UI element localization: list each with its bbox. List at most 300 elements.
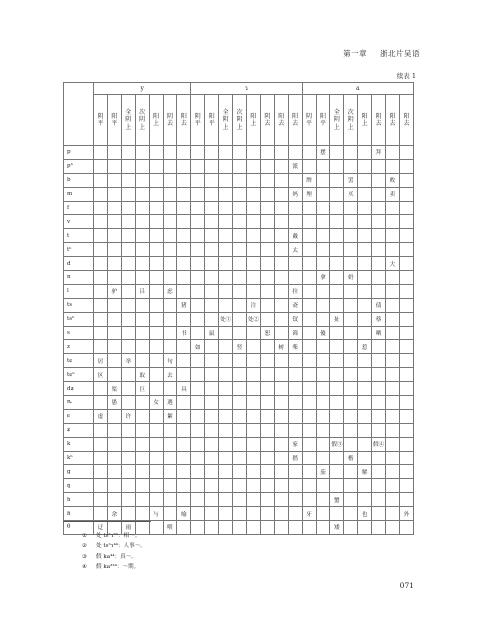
syllable-cell bbox=[219, 201, 233, 215]
syllable-cell bbox=[233, 243, 247, 257]
syllable-cell bbox=[219, 229, 233, 243]
syllable-cell bbox=[316, 368, 330, 382]
syllable-cell bbox=[302, 396, 316, 410]
syllable-cell bbox=[191, 229, 205, 243]
table-row bbox=[64, 284, 414, 298]
syllable-cell bbox=[135, 312, 149, 326]
tone-header: 阴 平 bbox=[302, 95, 316, 146]
syllable-cell bbox=[372, 423, 386, 437]
syllable-cell bbox=[274, 423, 288, 437]
syllable-cell: 举 bbox=[121, 354, 135, 368]
syllable-cell bbox=[149, 257, 163, 271]
syllable-cell bbox=[107, 479, 121, 493]
syllable-cell bbox=[330, 201, 344, 215]
syllable-cell bbox=[358, 243, 372, 257]
syllable-cell: 与 bbox=[149, 507, 163, 521]
syllable-cell bbox=[372, 493, 386, 507]
syllable-cell bbox=[330, 340, 344, 354]
syllable-cell bbox=[177, 229, 191, 243]
syllable-cell bbox=[233, 354, 247, 368]
chapter-title: 浙北片吴语 bbox=[380, 49, 420, 58]
syllable-cell: 愚 bbox=[107, 396, 121, 410]
syllable-cell bbox=[191, 243, 205, 257]
syllable-cell bbox=[163, 271, 177, 285]
syllable-cell bbox=[302, 437, 316, 451]
syllable-cell bbox=[372, 340, 386, 354]
syllable-cell bbox=[149, 215, 163, 229]
syllable-cell bbox=[316, 493, 330, 507]
syllable-cell bbox=[260, 465, 274, 479]
syllable-cell bbox=[191, 493, 205, 507]
syllable-cell bbox=[316, 507, 330, 521]
syllable-cell bbox=[219, 215, 233, 229]
syllable-cell bbox=[274, 326, 288, 340]
syllable-cell: 败 bbox=[386, 173, 400, 187]
syllable-cell bbox=[288, 521, 302, 535]
syllable-cell bbox=[233, 215, 247, 229]
syllable-cell bbox=[135, 340, 149, 354]
syllable-cell bbox=[205, 521, 219, 535]
syllable-cell bbox=[302, 243, 316, 257]
initial-cell: ŋ bbox=[64, 479, 94, 493]
syllable-cell bbox=[316, 479, 330, 493]
syllable-cell bbox=[163, 159, 177, 173]
syllable-cell bbox=[94, 257, 108, 271]
syllable-cell: 拿 bbox=[316, 271, 330, 285]
syllable-cell bbox=[288, 396, 302, 410]
syllable-cell bbox=[386, 354, 400, 368]
syllable-cell bbox=[316, 340, 330, 354]
syllable-cell bbox=[94, 507, 108, 521]
syllable-cell bbox=[246, 173, 260, 187]
syllable-cell bbox=[219, 271, 233, 285]
syllable-cell bbox=[260, 187, 274, 201]
syllable-cell bbox=[274, 201, 288, 215]
syllable-cell bbox=[191, 201, 205, 215]
final-group-header: a bbox=[302, 83, 413, 95]
syllable-cell: 巨 bbox=[135, 382, 149, 396]
syllable-cell bbox=[191, 423, 205, 437]
syllable-cell bbox=[163, 479, 177, 493]
syllable-cell bbox=[121, 187, 135, 201]
syllable-cell bbox=[372, 215, 386, 229]
tone-header: 阳 上 bbox=[358, 95, 372, 146]
syllable-cell bbox=[233, 187, 247, 201]
syllable-cell bbox=[344, 493, 358, 507]
syllable-cell: 遇 bbox=[163, 396, 177, 410]
syllable-cell: 扯 bbox=[330, 312, 344, 326]
syllable-cell bbox=[386, 465, 400, 479]
syllable-cell bbox=[135, 396, 149, 410]
syllable-cell bbox=[399, 173, 413, 187]
syllable-cell bbox=[344, 146, 358, 160]
syllable-cell bbox=[94, 326, 108, 340]
syllable-cell bbox=[260, 451, 274, 465]
table-row bbox=[64, 396, 414, 410]
syllable-cell bbox=[302, 159, 316, 173]
footnote-text: 处 tsʰɿ⁵³：相～。 bbox=[96, 533, 141, 539]
syllable-table bbox=[63, 82, 414, 535]
syllable-cell bbox=[149, 340, 163, 354]
syllable-cell bbox=[386, 340, 400, 354]
syllable-cell bbox=[302, 382, 316, 396]
syllable-cell bbox=[121, 340, 135, 354]
syllable-cell bbox=[205, 271, 219, 285]
syllable-cell bbox=[246, 257, 260, 271]
syllable-cell bbox=[274, 521, 288, 535]
syllable-cell bbox=[330, 382, 344, 396]
syllable-cell bbox=[358, 382, 372, 396]
syllable-cell bbox=[399, 159, 413, 173]
syllable-cell bbox=[246, 146, 260, 160]
syllable-cell bbox=[399, 229, 413, 243]
syllable-cell bbox=[274, 271, 288, 285]
syllable-cell bbox=[94, 298, 108, 312]
syllable-cell bbox=[177, 423, 191, 437]
syllable-cell bbox=[177, 493, 191, 507]
syllable-cell bbox=[372, 243, 386, 257]
syllable-cell bbox=[191, 173, 205, 187]
syllable-cell bbox=[386, 243, 400, 257]
syllable-cell: 摆 bbox=[316, 146, 330, 160]
syllable-cell bbox=[260, 340, 274, 354]
syllable-cell bbox=[177, 243, 191, 257]
syllable-cell bbox=[191, 284, 205, 298]
syllable-cell bbox=[372, 507, 386, 521]
syllable-cell bbox=[233, 284, 247, 298]
syllable-cell bbox=[399, 271, 413, 285]
syllable-cell bbox=[316, 409, 330, 423]
syllable-cell bbox=[386, 271, 400, 285]
syllable-cell bbox=[219, 465, 233, 479]
syllable-cell bbox=[219, 173, 233, 187]
syllable-cell bbox=[94, 159, 108, 173]
syllable-cell bbox=[219, 340, 233, 354]
syllable-cell bbox=[386, 423, 400, 437]
syllable-cell bbox=[94, 173, 108, 187]
tone-header: 次 阴 上 bbox=[233, 95, 247, 146]
syllable-cell bbox=[94, 215, 108, 229]
syllable-cell bbox=[260, 396, 274, 410]
syllable-cell: 家 bbox=[288, 437, 302, 451]
syllable-cell bbox=[344, 437, 358, 451]
syllable-cell bbox=[246, 368, 260, 382]
syllable-cell: 柴 bbox=[288, 340, 302, 354]
syllable-cell bbox=[330, 368, 344, 382]
syllable-cell bbox=[205, 312, 219, 326]
syllable-cell bbox=[177, 173, 191, 187]
syllable-cell bbox=[121, 146, 135, 160]
syllable-cell bbox=[260, 382, 274, 396]
syllable-cell: 罢 bbox=[344, 173, 358, 187]
syllable-cell bbox=[246, 229, 260, 243]
tone-header: 全 阴 上 bbox=[330, 95, 344, 146]
syllable-cell bbox=[246, 340, 260, 354]
syllable-cell bbox=[121, 493, 135, 507]
syllable-cell: 注 bbox=[246, 298, 260, 312]
syllable-cell bbox=[399, 243, 413, 257]
syllable-cell bbox=[233, 159, 247, 173]
syllable-cell bbox=[399, 368, 413, 382]
syllable-cell bbox=[205, 146, 219, 160]
syllable-cell bbox=[121, 257, 135, 271]
syllable-cell bbox=[344, 521, 358, 535]
syllable-cell bbox=[358, 201, 372, 215]
syllable-cell bbox=[344, 396, 358, 410]
syllable-cell bbox=[107, 493, 121, 507]
syllable-cell bbox=[233, 396, 247, 410]
running-header bbox=[343, 48, 420, 59]
syllable-cell bbox=[316, 187, 330, 201]
syllable-cell bbox=[274, 437, 288, 451]
initial-cell: z bbox=[64, 340, 94, 354]
syllable-cell bbox=[344, 257, 358, 271]
syllable-cell bbox=[233, 437, 247, 451]
syllable-cell bbox=[399, 326, 413, 340]
syllable-cell bbox=[358, 271, 372, 285]
syllable-cell bbox=[316, 215, 330, 229]
syllable-cell bbox=[149, 298, 163, 312]
syllable-cell bbox=[135, 437, 149, 451]
table-row bbox=[64, 173, 414, 187]
syllable-cell bbox=[372, 271, 386, 285]
initial-cell: pʰ bbox=[64, 159, 94, 173]
syllable-cell: 斋 bbox=[288, 298, 302, 312]
syllable-cell bbox=[344, 312, 358, 326]
syllable-cell bbox=[288, 382, 302, 396]
syllable-cell bbox=[399, 493, 413, 507]
syllable-cell bbox=[288, 409, 302, 423]
syllable-cell: 晒 bbox=[372, 326, 386, 340]
syllable-cell bbox=[219, 284, 233, 298]
syllable-cell bbox=[149, 187, 163, 201]
syllable-cell bbox=[246, 451, 260, 465]
syllable-cell bbox=[288, 257, 302, 271]
syllable-cell bbox=[191, 521, 205, 535]
footnote-rule bbox=[63, 521, 151, 522]
syllable-cell bbox=[233, 521, 247, 535]
syllable-cell bbox=[149, 159, 163, 173]
initial-cell: tɕʰ bbox=[64, 368, 94, 382]
syllable-cell: 区 bbox=[94, 368, 108, 382]
syllable-cell bbox=[302, 340, 316, 354]
syllable-cell bbox=[386, 493, 400, 507]
syllable-cell bbox=[205, 243, 219, 257]
syllable-cell bbox=[386, 368, 400, 382]
syllable-cell bbox=[177, 284, 191, 298]
syllable-cell bbox=[149, 465, 163, 479]
syllable-cell bbox=[372, 284, 386, 298]
syllable-cell bbox=[94, 201, 108, 215]
syllable-cell bbox=[177, 409, 191, 423]
syllable-cell bbox=[274, 187, 288, 201]
syllable-cell: 惹 bbox=[358, 340, 372, 354]
syllable-cell bbox=[274, 382, 288, 396]
syllable-cell bbox=[135, 507, 149, 521]
syllable-cell bbox=[205, 298, 219, 312]
syllable-cell bbox=[107, 451, 121, 465]
syllable-cell bbox=[107, 368, 121, 382]
syllable-cell: 处② bbox=[246, 312, 260, 326]
syllable-cell bbox=[386, 521, 400, 535]
chapter-label: 第一章 bbox=[343, 49, 368, 58]
tone-header: 次 阴 上 bbox=[135, 95, 149, 146]
syllable-cell bbox=[302, 451, 316, 465]
syllable-cell bbox=[246, 271, 260, 285]
syllable-cell bbox=[163, 340, 177, 354]
syllable-cell: 牙 bbox=[302, 507, 316, 521]
syllable-cell bbox=[288, 173, 302, 187]
syllable-cell bbox=[163, 382, 177, 396]
syllable-cell bbox=[135, 271, 149, 285]
syllable-cell: 楷 bbox=[344, 451, 358, 465]
syllable-cell bbox=[344, 423, 358, 437]
syllable-cell bbox=[399, 437, 413, 451]
syllable-cell bbox=[260, 312, 274, 326]
syllable-cell bbox=[302, 201, 316, 215]
footnote-number: ② bbox=[82, 543, 88, 550]
syllable-cell bbox=[246, 465, 260, 479]
syllable-cell bbox=[316, 423, 330, 437]
tone-header-row bbox=[64, 95, 414, 146]
syllable-cell bbox=[274, 257, 288, 271]
syllable-cell bbox=[386, 312, 400, 326]
syllable-cell bbox=[219, 354, 233, 368]
syllable-cell bbox=[344, 243, 358, 257]
syllable-cell bbox=[274, 229, 288, 243]
syllable-cell bbox=[274, 451, 288, 465]
syllable-cell bbox=[149, 201, 163, 215]
syllable-cell bbox=[233, 326, 247, 340]
tone-header: 阳 平 bbox=[205, 95, 219, 146]
tone-header: 阳 去 bbox=[399, 95, 413, 146]
syllable-cell bbox=[94, 465, 108, 479]
syllable-cell bbox=[121, 243, 135, 257]
syllable-cell bbox=[107, 146, 121, 160]
syllable-cell bbox=[233, 312, 247, 326]
syllable-cell: 居 bbox=[94, 354, 108, 368]
syllable-cell: 外 bbox=[399, 507, 413, 521]
syllable-cell: 拉 bbox=[288, 284, 302, 298]
tone-header: 阴 去 bbox=[372, 95, 386, 146]
table-row bbox=[64, 479, 414, 493]
final-group-header: ɿ bbox=[191, 83, 302, 95]
syllable-cell bbox=[163, 243, 177, 257]
table-row bbox=[64, 340, 414, 354]
syllable-cell bbox=[330, 465, 344, 479]
syllable-cell bbox=[399, 409, 413, 423]
syllable-cell bbox=[288, 146, 302, 160]
syllable-cell bbox=[233, 271, 247, 285]
syllable-cell: 债 bbox=[372, 298, 386, 312]
syllable-cell bbox=[274, 243, 288, 257]
tone-header: 阳 去 bbox=[177, 95, 191, 146]
syllable-cell bbox=[94, 146, 108, 160]
syllable-cell bbox=[149, 312, 163, 326]
syllable-cell bbox=[246, 284, 260, 298]
syllable-cell bbox=[163, 298, 177, 312]
syllable-cell bbox=[205, 437, 219, 451]
syllable-cell bbox=[191, 146, 205, 160]
syllable-cell: 奶 bbox=[344, 271, 358, 285]
syllable-cell bbox=[121, 326, 135, 340]
tone-header: 全 阴 上 bbox=[219, 95, 233, 146]
tone-header: 次 阴 上 bbox=[344, 95, 358, 146]
syllable-cell bbox=[191, 159, 205, 173]
syllable-cell bbox=[121, 423, 135, 437]
syllable-cell bbox=[107, 326, 121, 340]
syllable-cell bbox=[399, 340, 413, 354]
syllable-cell bbox=[386, 409, 400, 423]
tone-header: 阳 平 bbox=[107, 95, 121, 146]
syllable-cell bbox=[344, 382, 358, 396]
syllable-cell bbox=[330, 173, 344, 187]
syllable-cell bbox=[399, 451, 413, 465]
syllable-cell bbox=[205, 479, 219, 493]
syllable-cell bbox=[316, 173, 330, 187]
initial-cell: k bbox=[64, 437, 94, 451]
syllable-cell bbox=[274, 284, 288, 298]
syllable-cell: 妈 bbox=[288, 187, 302, 201]
syllable-cell bbox=[358, 354, 372, 368]
syllable-cell bbox=[399, 201, 413, 215]
syllable-cell bbox=[399, 479, 413, 493]
syllable-cell: 雨 bbox=[121, 521, 135, 535]
initial-cell: l bbox=[64, 284, 94, 298]
syllable-cell bbox=[260, 493, 274, 507]
syllable-cell: 树 bbox=[274, 340, 288, 354]
syllable-cell bbox=[94, 396, 108, 410]
syllable-cell bbox=[358, 159, 372, 173]
syllable-cell bbox=[344, 215, 358, 229]
syllable-cell bbox=[358, 521, 372, 535]
syllable-cell bbox=[399, 423, 413, 437]
syllable-cell bbox=[399, 215, 413, 229]
syllable-cell bbox=[177, 465, 191, 479]
syllable-cell bbox=[246, 423, 260, 437]
table-row bbox=[64, 409, 414, 423]
syllable-cell bbox=[205, 382, 219, 396]
syllable-cell bbox=[177, 451, 191, 465]
syllable-cell bbox=[135, 423, 149, 437]
syllable-cell bbox=[274, 493, 288, 507]
table-row bbox=[64, 229, 414, 243]
syllable-cell: 也 bbox=[358, 507, 372, 521]
syllable-cell bbox=[399, 146, 413, 160]
table-row bbox=[64, 187, 414, 201]
syllable-cell bbox=[288, 201, 302, 215]
syllable-cell bbox=[163, 451, 177, 465]
syllable-cell bbox=[330, 271, 344, 285]
syllable-cell bbox=[246, 187, 260, 201]
syllable-cell bbox=[260, 229, 274, 243]
initial-cell: m bbox=[64, 187, 94, 201]
syllable-cell bbox=[94, 437, 108, 451]
syllable-cell bbox=[191, 271, 205, 285]
syllable-cell bbox=[205, 354, 219, 368]
syllable-cell bbox=[135, 201, 149, 215]
syllable-cell bbox=[149, 284, 163, 298]
syllable-cell: 牌 bbox=[302, 173, 316, 187]
syllable-cell bbox=[149, 229, 163, 243]
syllable-cell bbox=[260, 423, 274, 437]
syllable-cell bbox=[386, 201, 400, 215]
syllable-cell bbox=[191, 257, 205, 271]
syllable-cell bbox=[135, 409, 149, 423]
syllable-cell bbox=[260, 479, 274, 493]
syllable-cell bbox=[121, 368, 135, 382]
footnote-text: 处 tsʰɿ⁴⁴：人事～。 bbox=[96, 543, 146, 550]
